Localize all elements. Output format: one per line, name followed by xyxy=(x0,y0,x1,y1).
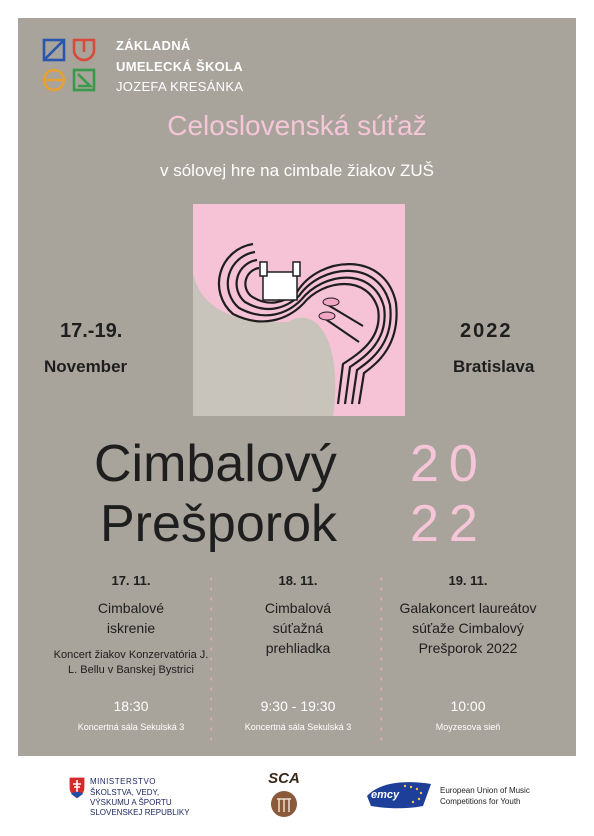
program-day-3-venue: Moyzesova sieň xyxy=(435,722,501,732)
program-day-1-name: Cimbalové iskrenie xyxy=(97,600,165,636)
ministry-line1: MINISTERSTVO xyxy=(90,777,157,786)
program-day-3 xyxy=(389,573,547,658)
ministry-line4: SLOVENSKEJ REPUBLIKY xyxy=(90,808,190,817)
program-day-1-date: 17. 11. xyxy=(111,573,151,588)
program-day-3-date: 19. 11. xyxy=(448,573,488,588)
school-logo xyxy=(42,38,100,94)
program-day-1-venue: Koncertná sála Sekulská 3 xyxy=(77,722,185,732)
program-day-1 xyxy=(52,573,210,678)
competition-title: Celoslovenská súťaž xyxy=(167,110,427,141)
ministry-line2: ŠKOLSTVA, VEDY, xyxy=(90,788,160,797)
sca-logo-text: SCA xyxy=(268,770,300,787)
competition-subtitle: v sólovej hre na cimbale žiakov ZUŠ xyxy=(159,161,434,180)
event-dates: 17.-19. xyxy=(60,320,123,342)
emcy-logo-text: emcy xyxy=(371,789,400,801)
program-day-2-time: 9:30 - 19:30 xyxy=(260,698,336,714)
festival-year-part2: 22 xyxy=(410,495,488,553)
program-day-1-desc: Koncert žiakov Konzervatória J. L. Bellu v Banskej Bystrici xyxy=(53,649,209,676)
event-year: 2022 xyxy=(460,320,513,342)
program-day-2-name: Cimbalová súťažná prehliadka xyxy=(264,600,332,656)
sca-emblem-icon xyxy=(270,790,298,818)
slovak-coat-of-arms-icon xyxy=(68,776,86,800)
festival-title-word1: Cimbalový xyxy=(94,435,337,493)
festival-year-part1: 20 xyxy=(410,435,488,493)
school-name-line3: JOZEFA KRESÁNKA xyxy=(116,79,244,94)
school-name-line2: UMELECKÁ ŠKOLA xyxy=(116,59,243,74)
event-city: Bratislava xyxy=(453,357,535,376)
cimbalom-artwork xyxy=(193,204,405,416)
school-name-line1: ZÁKLADNÁ xyxy=(116,38,191,53)
emcy-line1: European Union of Music xyxy=(440,786,530,795)
ministry-line3: VÝSKUMU A ŠPORTU xyxy=(90,798,172,807)
program-day-3-name: Galakoncert laureátov súťaže Cimbalový Prešporok 2022 xyxy=(399,600,537,656)
program-day-2 xyxy=(219,573,377,658)
program-day-1-time: 18:30 xyxy=(113,698,149,714)
dotted-divider xyxy=(210,574,212,742)
program-day-3-time: 10:00 xyxy=(450,698,486,714)
program-day-2-date: 18. 11. xyxy=(278,573,318,588)
program-day-2-venue: Koncertná sála Sekulská 3 xyxy=(244,722,352,732)
dotted-divider xyxy=(380,574,382,742)
emcy-line2: Competitions for Youth xyxy=(440,797,521,806)
event-month: November xyxy=(44,357,128,376)
festival-title-word2: Prešporok xyxy=(100,495,337,553)
